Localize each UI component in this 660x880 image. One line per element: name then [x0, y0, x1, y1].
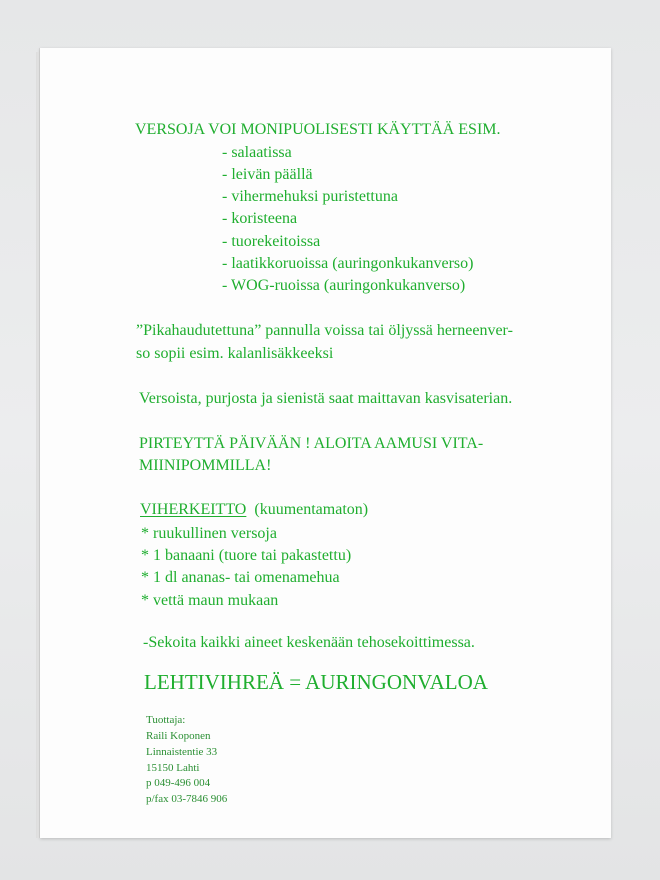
ingredient: * 1 dl ananas- tai omenamehua: [141, 569, 340, 586]
recipe-note: (kuumentamaton): [254, 501, 369, 518]
recipe-heading: [140, 500, 368, 520]
use-item: - laatikkoruoissa (auringonkukanverso): [222, 255, 474, 272]
use-item: - salaatissa: [222, 144, 292, 161]
use-item: - tuorekeitoissa: [222, 233, 321, 250]
pirteytta-line-1: PIRTEYTTÄ PÄIVÄÄN ! ALOITA AAMUSI VITA-: [139, 435, 484, 452]
heading: VERSOJA VOI MONIPUOLISESTI KÄYTTÄÄ ESIM.: [135, 121, 501, 138]
pika-line-1: ”Pikahaudutettuna” pannulla voissa tai öljyssä herneenver-: [136, 322, 513, 339]
versoista-line: Versoista, purjosta ja sienistä saat maittavan kasvisaterian.: [139, 390, 513, 407]
use-item: - koristeena: [222, 210, 298, 227]
producer-fax: p/fax 03-7846 906: [146, 793, 228, 805]
ingredient: * ruukullinen versoja: [141, 525, 277, 542]
instruction: -Sekoita kaikki aineet keskenään tehosekoittimessa.: [143, 634, 475, 651]
ingredient: * 1 banaani (tuore tai pakastettu): [141, 547, 352, 564]
use-item: - leivän päällä: [222, 166, 313, 183]
ingredient: * vettä maun mukaan: [141, 592, 279, 609]
producer-name: Raili Koponen: [146, 730, 211, 742]
use-item: - vihermehuksi puristettuna: [222, 188, 398, 205]
pirteytta-line-2: MIINIPOMMILLA!: [139, 457, 272, 474]
producer-label: Tuottaja:: [146, 714, 186, 726]
recipe-title: VIHERKEITTO: [140, 501, 247, 518]
use-item: - WOG-ruoissa (auringonkukanverso): [222, 277, 466, 294]
producer-phone: p 049-496 004: [146, 777, 211, 789]
slogan: LEHTIVIHREÄ = AURINGONVALOA: [144, 670, 488, 694]
pika-line-2: so sopii esim. kalanlisäkkeeksi: [136, 345, 334, 362]
producer-street: Linnaistentie 33: [146, 746, 218, 758]
producer-postal: 15150 Lahti: [146, 762, 200, 774]
